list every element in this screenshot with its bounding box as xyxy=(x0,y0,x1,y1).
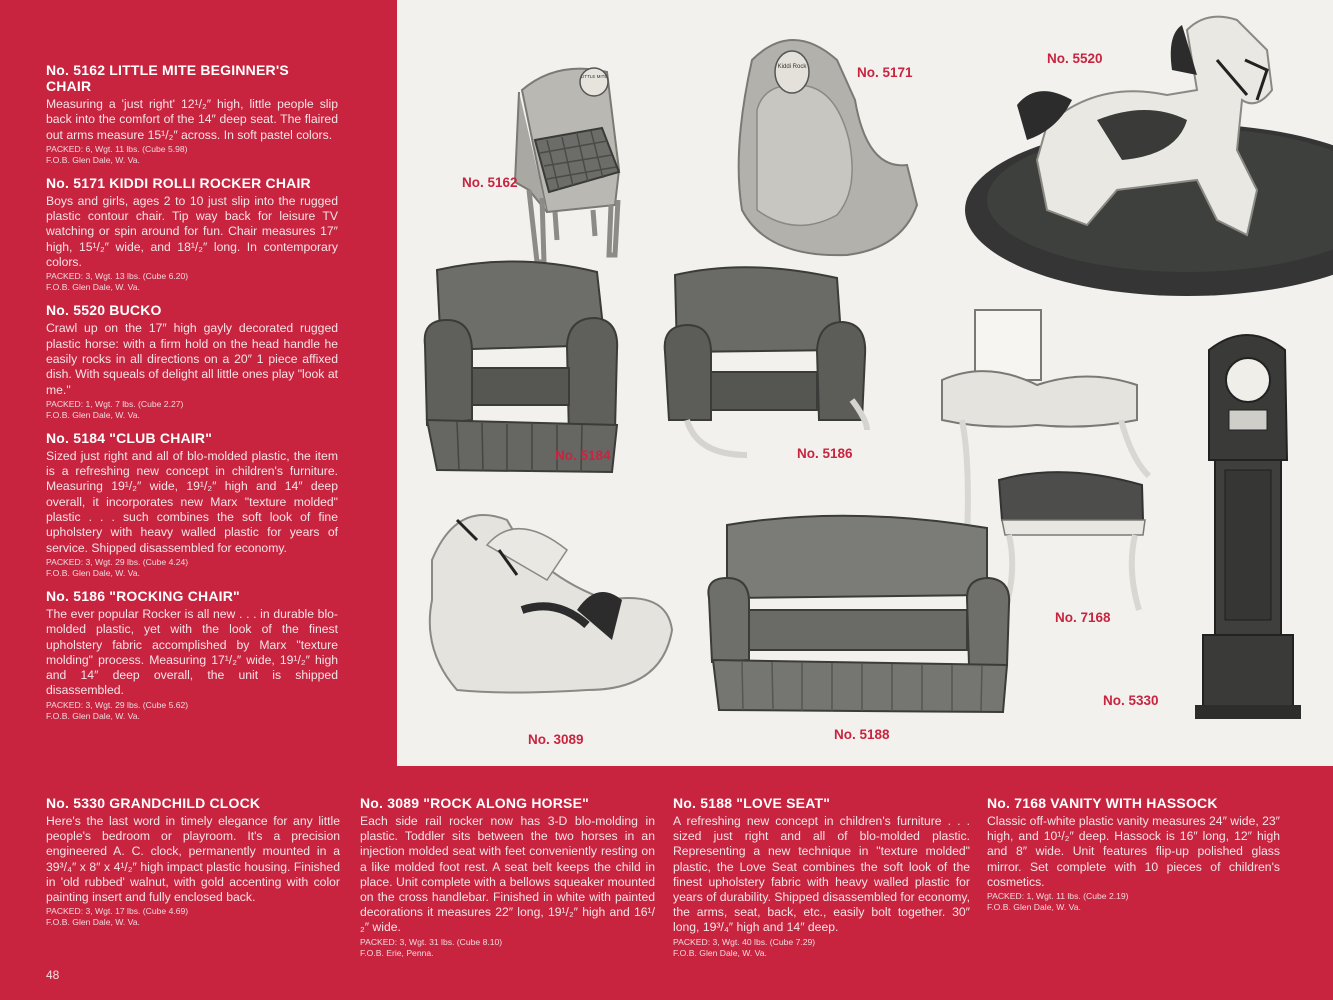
rocking-chair-image xyxy=(665,267,867,455)
photo-label-5171: No. 5171 xyxy=(857,65,913,80)
bottom-column-7168 xyxy=(987,795,1280,912)
item-description: Here's the last word in timely elegance for any little people's bedroom or playroom. It's a precision engineered A. C. clock, permanently mounted in a 39³/₄″ x 8″ x 4¹/₂″ high impact plastic housing. Finished in 'old rubbed' walnut, with gold accenting with color painting insert and fully enclosed back. xyxy=(46,814,340,905)
item-packed: PACKED: 1, Wgt. 11 lbs. (Cube 2.19) xyxy=(987,891,1129,902)
item-5520 xyxy=(46,302,338,419)
item-title: No. 5520 BUCKO xyxy=(46,302,162,319)
item-title: No. 5162 LITTLE MITE BEGINNER'S CHAIR xyxy=(46,62,289,94)
photo-label-3089: No. 3089 xyxy=(528,732,584,747)
item-fob: F.O.B. Glen Dale, W. Va. xyxy=(46,154,140,165)
item-packed: PACKED: 1, Wgt. 7 lbs. (Cube 2.27) xyxy=(46,398,184,409)
item-packed: PACKED: 3, Wgt. 40 lbs. (Cube 7.29) xyxy=(673,936,816,947)
item-fob: F.O.B. Glen Dale, W. Va. xyxy=(46,409,140,420)
item-description: Measuring a 'just right' 12¹/₂″ high, little people slip back into the comfort of the 14″ deep seat. The flaired out arms measure 15¹/₂″ across. In soft pastel colors. xyxy=(46,97,338,142)
item-title: No. 3089 "ROCK ALONG HORSE" xyxy=(360,795,589,811)
item-title: No. 5184 "CLUB CHAIR" xyxy=(46,429,213,446)
item-fob: F.O.B. Glen Dale, W. Va. xyxy=(987,902,1081,913)
bucko-horse-image xyxy=(965,17,1333,296)
photo-label-5330: No. 5330 xyxy=(1103,693,1159,708)
item-description: Classic off-white plastic vanity measures 24″ wide, 23″ high, and 10¹/₂″ deep. Hassock is 16″ long, 12″ high and 8″ wide. Unit features flip-up polished glass mirror. Set complete with 10 pieces of children's cosmetics. xyxy=(987,814,1280,889)
photo-label-5186: No. 5186 xyxy=(797,446,853,461)
item-fob: F.O.B. Glen Dale, W. Va. xyxy=(46,917,140,928)
item-packed: PACKED: 6, Wgt. 11 lbs. (Cube 5.98) xyxy=(46,143,188,154)
item-fob: F.O.B. Glen Dale, W. Va. xyxy=(673,947,767,958)
little-mite-chair-image xyxy=(515,68,619,262)
item-title: No. 5186 "ROCKING CHAIR" xyxy=(46,587,240,604)
kiddi-rock-badge: Kiddi Rock xyxy=(777,64,807,70)
product-photo-panel xyxy=(397,0,1333,766)
item-5171 xyxy=(46,175,338,292)
photo-label-5184: No. 5184 xyxy=(555,448,611,463)
item-fob: F.O.B. Erie, Penna. xyxy=(360,947,434,958)
club-chair-image xyxy=(425,261,617,472)
little-mite-badge: LITTLE MITE xyxy=(580,74,608,79)
photo-label-7168: No. 7168 xyxy=(1055,610,1111,625)
rock-along-horse-image xyxy=(430,515,672,693)
item-fob: F.O.B. Glen Dale, W. Va. xyxy=(46,282,140,293)
item-title: No. 5330 GRANDCHILD CLOCK xyxy=(46,795,261,811)
item-title: No. 5188 "LOVE SEAT" xyxy=(673,795,831,811)
photo-label-5162: No. 5162 xyxy=(462,175,518,190)
item-5186 xyxy=(46,588,338,721)
item-packed: PACKED: 3, Wgt. 17 lbs. (Cube 4.69) xyxy=(46,906,189,917)
item-description: A refreshing new concept in children's furniture . . . sized just right and all of blo-molded plastic. Representing a new technique in "texture molded" plastic, the Love Seat combines the soft look of the finest upholstery fabric with heavy walled plastic for years of durability. Shipped disassembled for economy, the arms, seat, back, etc., easily bolt together. 30″ long, 19³/₄″ high and 14″ deep. xyxy=(673,814,970,935)
item-5162 xyxy=(46,62,338,165)
product-illustrations xyxy=(397,0,1333,766)
item-packed: PACKED: 3, Wgt. 29 lbs. (Cube 5.62) xyxy=(46,699,189,710)
item-fob: F.O.B. Glen Dale, W. Va. xyxy=(46,710,140,721)
item-description: Crawl up on the 17″ high gayly decorated rugged plastic horse: with a firm hold on the head handle he easily rocks in all directions on a 20″ 1 piece affixed dish. With squeals of delight all little ones play "look at me." xyxy=(46,321,338,397)
item-description: Boys and girls, ages 2 to 10 just slip into the rugged plastic contour chair. Tip way back for leisure TV watching or spin around for fun. Chair measures 17″ high, 15¹/₂″ wide, and 18¹/₂″ long. In contemporary colors. xyxy=(46,193,338,270)
item-title: No. 5171 KIDDI ROLLI ROCKER CHAIR xyxy=(46,174,311,191)
item-packed: PACKED: 3, Wgt. 31 lbs. (Cube 8.10) xyxy=(360,936,503,947)
item-5184 xyxy=(46,430,338,578)
love-seat-image xyxy=(708,516,1009,712)
grandchild-clock-image xyxy=(1195,335,1301,719)
bottom-column-5330 xyxy=(46,795,340,927)
photo-label-5188: No. 5188 xyxy=(834,727,890,742)
page-number: 48 xyxy=(46,968,60,982)
item-packed: PACKED: 3, Wgt. 13 lbs. (Cube 6.20) xyxy=(46,271,189,282)
bottom-column-3089 xyxy=(360,795,655,958)
item-description: Each side rail rocker now has 3-D blo-molding in plastic. Toddler sits between the two horses in an injection molded seat with feet conveniently resting on a like molded foot rest. A seat belt keeps the child in place. Unit complete with a bellows squeaker mounted on the cross handlebar. Finished in white with painted decorations it measures 22″ long, 19¹/₂″ high and 16¹/₂″ wide. xyxy=(360,814,655,935)
bottom-column-5188 xyxy=(673,795,970,958)
left-text-column xyxy=(46,62,338,731)
item-packed: PACKED: 3, Wgt. 29 lbs. (Cube 4.24) xyxy=(46,556,189,567)
item-fob: F.O.B. Glen Dale, W. Va. xyxy=(46,567,140,578)
item-title: No. 7168 VANITY WITH HASSOCK xyxy=(987,795,1218,811)
photo-label-5520: No. 5520 xyxy=(1047,51,1103,66)
item-description: Sized just right and all of blo-molded plastic, the item is a refreshing new concept in children's furniture. Measuring 19¹/₂″ wide, 19¹/₂″ high and 14″ deep overall, it incorporates new Marx "texture molded" plastic . . . such combines the soft look of fine upholstery with heavy walled plastic for years of service. Shipped disassembled for economy. xyxy=(46,448,338,555)
item-description: The ever popular Rocker is all new . . . in durable blo-molded plastic, yet with the look of the finest upholstery fabric accomplished by Marx "texture molding" process. Measuring 17¹/₂″ wide, 19¹/₂″ high and 14″ deep overall, the unit is shipped disassembled. xyxy=(46,606,338,698)
